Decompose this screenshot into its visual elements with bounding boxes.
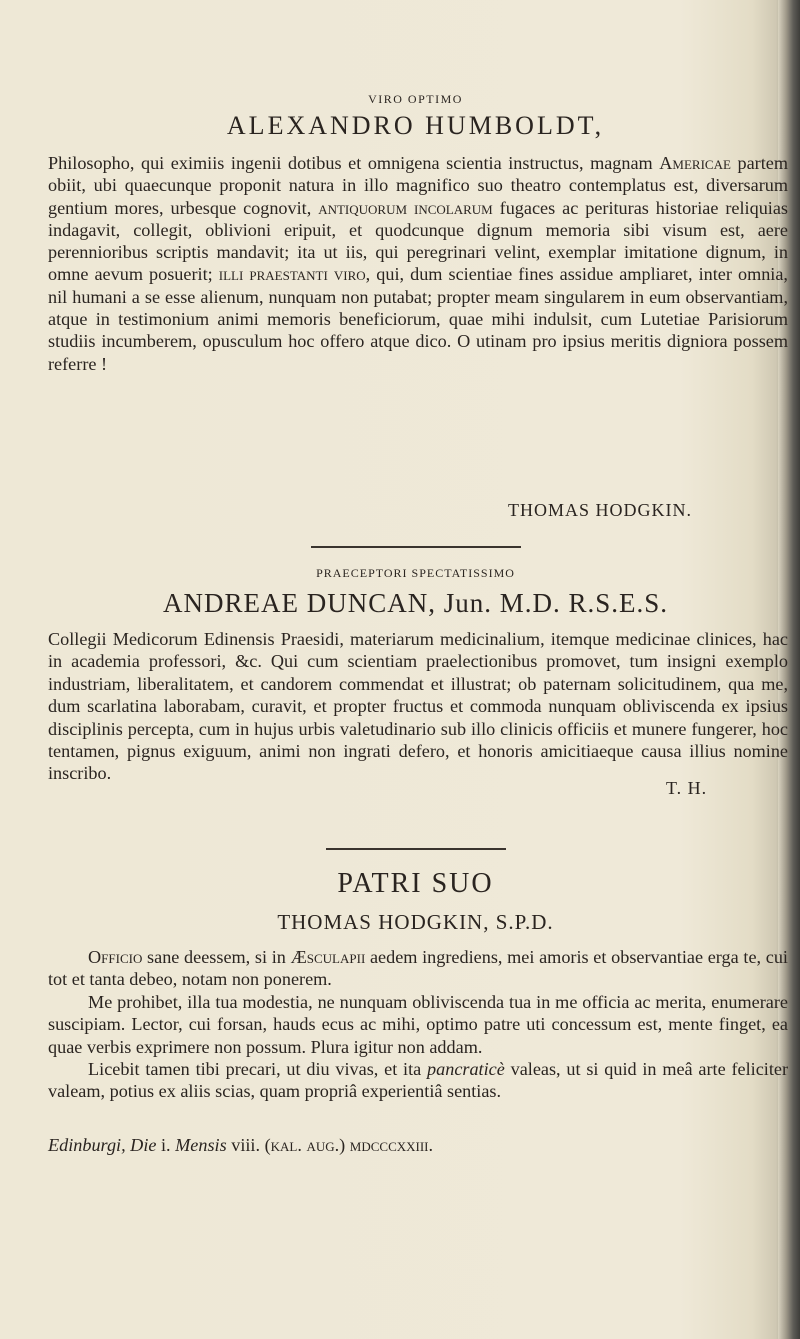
- dedication-3-body: [48, 946, 788, 1103]
- dedication-1-antiquorum: antiquorum incolarum: [318, 197, 493, 218]
- date-kal: (kal. aug.): [264, 1135, 346, 1155]
- section-divider-1: [311, 546, 521, 548]
- dedication-1-text-c: fugaces ac perituras historiae reliquias indagavit, collegit, oblivioni eripuit, et quodcunque dignum memoria sibi visum est, aere perennioribus scriptis mandavit; ita ut iis, qui peregrinari velint, exemplar imitatione dignum, in omne aevum posuerit;: [48, 197, 788, 285]
- dedication-2-kicker: PRAECEPTORI SPECTATISSIMO: [316, 566, 515, 580]
- dedication-1-title: ALEXANDRO HUMBOLDT,: [226, 111, 605, 140]
- dedication-2-text: Collegii Medicorum Edinensis Praesidi, materiarum medicinalium, itemque medicinae clinices, hac in academia professori, &c. Qui cum scientiam praelectionibus promovet, tum insigni exemplo industriam, liberalitatem, et candorem commendat et illustrat; ob paternam solicitudinem, qua me, dum scarlatina laborabam, curavit, et propter fructus et commoda nunquam obliviscenda ex ipsius disciplinis percepta, cum in hujus urbis valetudinario sub illo clinicis officiis et munere fungerer, hoc tentamen, pignus exiguum, animi non ingrati defero, et honoris amicitiaeque causa illius nomine inscribo.: [48, 629, 788, 784]
- date-mensis: Mensis: [175, 1135, 227, 1155]
- dedication-3-p1-a: Officio: [88, 947, 143, 967]
- dedication-3-paragraph-2: Me prohibet, illa tua modestia, ne nunquam obliviscenda tua in me officia ac merita, enumerare suscipiam. Lector, cui forsan, hauds ecus ac mihi, optimo patre uti concessum est, mente finget, ea quae verbis exprimere non possum. Plura igitur non addam.: [48, 991, 788, 1057]
- dedication-1-kicker: VIRO OPTIMO: [368, 92, 463, 106]
- dedication-3-dateline: [48, 1135, 788, 1156]
- date-place: Edinburgi, Die: [48, 1135, 157, 1155]
- dedication-3-p1-b: sane deessem, si in: [142, 947, 291, 967]
- date-year: mdcccxxiii.: [345, 1135, 434, 1155]
- dedication-2-title: ANDREAE DUNCAN, Jun. M.D. R.S.E.S.: [162, 588, 669, 618]
- dedication-3-p1-c: Æsculapii: [290, 947, 366, 967]
- dedication-3-p1-d: aedem ingrediens, mei amoris et observantiae erga te, cui tot et tanta debeo, notam non ponerem.: [48, 947, 788, 990]
- dedication-3-title: PATRI SUO: [337, 868, 494, 899]
- dedication-3-p3-c: valeas, ut si quid in meâ arte feliciter valeam, potius ex aliis scias, quam propriâ experientiâ sentias.: [48, 1059, 788, 1102]
- dedication-1-americae: Americae: [659, 153, 731, 173]
- dedication-3-paragraph-1: [48, 946, 788, 991]
- section-divider-2: [326, 848, 506, 850]
- dedication-1-text-a: Philosopho, qui eximiis ingenii dotibus et omnigena scientia instructus, magnam: [48, 153, 660, 173]
- date-month: viii.: [226, 1135, 265, 1155]
- dedication-3-subtitle: THOMAS HODGKIN, S.P.D.: [277, 910, 554, 934]
- date-day: i.: [156, 1135, 176, 1155]
- dedication-3-p3-b: pancraticè: [427, 1059, 505, 1080]
- dedication-1-text-d: , qui, dum scientiae fines assidue ampliaret, inter omnia, nil humani a se esse alienum, nunquam non putabat; propter meam singularem in eum observantiam, atque in testimonium animi memoris beneficiorum, quae mihi indulsit, cum Lutetiae Parisiorum studiis incumberem, opusculum hoc offero atque dico. O utinam pro ipsius meritis digniora possem referre !: [48, 264, 788, 374]
- dedication-1-illi: illi praestanti viro: [218, 264, 366, 285]
- dedication-1-signature: THOMAS HODGKIN.: [508, 500, 692, 520]
- dedication-1-text-b: partem obiit, ubi quaecunque proponit natura in illo magnifico suo theatro contemplatus est, diversarum gentium mores, urbesque cognovit,: [48, 153, 788, 218]
- dedication-1-text: [48, 152, 788, 375]
- dedication-2-signature: T. H.: [666, 778, 708, 798]
- dedication-3-paragraph-3: [48, 1058, 788, 1103]
- dedication-3-p3-a: Licebit tamen tibi precari, ut diu vivas, et ita: [88, 1059, 428, 1080]
